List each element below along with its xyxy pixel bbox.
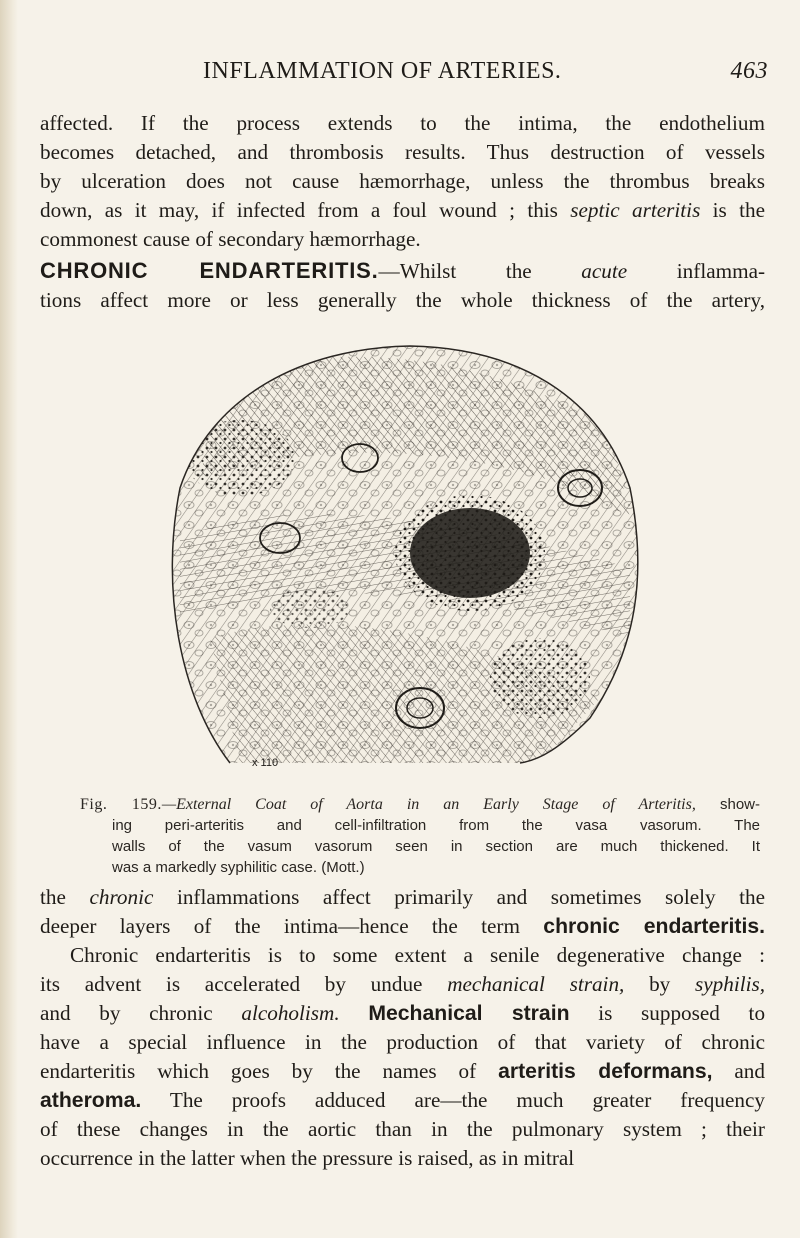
- section-line-1: CHRONIC ENDARTERITIS.—Whilst the acute inflamma-: [40, 258, 766, 283]
- p2-line-9: of these changes in the aortic than in the pulmonary system ; their: [40, 1117, 765, 1141]
- figure-caption: [80, 794, 760, 878]
- p2-line-5: and by chronic alcoholism. Mechanical strain is supposed to: [40, 1001, 766, 1025]
- term-chronic-endarteritis: chronic endarteritis.: [543, 915, 765, 938]
- p1-line-1: affected. If the process extends to the intima, the endothelium: [40, 111, 765, 135]
- p1-line-2: becomes detached, and thrombosis results. Thus destruction of vessels: [40, 140, 765, 164]
- p2-line-6: have a special influence in the production of that variety of chronic: [40, 1030, 765, 1054]
- aorta-section-illustration: [160, 338, 650, 768]
- p1-line-5: commonest cause of secondary hæmorrhage.: [40, 227, 421, 251]
- p2-line-2: deeper layers of the intima—hence the term chronic endarteritis.: [40, 914, 765, 938]
- p2-line-10: occurrence in the latter when the pressure is raised, as in mitral: [40, 1146, 575, 1170]
- term-mechanical-strain: Mechanical strain: [368, 1002, 570, 1025]
- section-line-2: tions affect more or less generally the whole thickness of the artery,: [40, 288, 765, 312]
- page-number: 463: [730, 58, 768, 84]
- p2-line-8: atheroma. The proofs adduced are—the much greater frequency: [40, 1088, 765, 1112]
- p2-line-1: the chronic inflammations affect primarily and sometimes solely the: [40, 885, 766, 909]
- p1-line-4: down, as it may, if infected from a foul wound ; this septic arteritis is the: [40, 198, 766, 222]
- magnification-label: x 110: [252, 757, 279, 768]
- caption-line-2: ing peri-arteritis and cell-infiltration from the vasa vasorum. The: [112, 817, 760, 834]
- caption-title: —External Coat of Aorta in an Early Stage of Arteritis,: [161, 796, 696, 813]
- section-heading: CHRONIC ENDARTERITIS.: [40, 258, 379, 283]
- figure-159-micrograph: [160, 338, 650, 768]
- term-atheroma: atheroma.: [40, 1089, 142, 1112]
- term-arteritis-deformans: arteritis deformans,: [498, 1060, 713, 1083]
- p2-line-3: Chronic endarteritis is to some extent a senile degenerative change :: [70, 943, 765, 967]
- figure-label: Fig. 159.: [80, 796, 162, 813]
- paragraph-2: [40, 883, 765, 1173]
- paragraph-1: [40, 109, 765, 254]
- caption-line-1: Fig. 159.—External Coat of Aorta in an Early Stage of Arteritis, show-: [80, 796, 761, 813]
- p2-line-7: endarteritis which goes by the names of arteritis deformans, and: [40, 1059, 765, 1083]
- caption-line-4: was a markedly syphilitic case. (Mott.): [112, 859, 365, 876]
- section-chronic-endarteritis: [40, 256, 765, 315]
- caption-line-3: walls of the vasum vasorum seen in section are much thickened. It: [112, 838, 760, 855]
- p2-line-4: its advent is accelerated by undue mechanical strain, by syphilis,: [40, 972, 766, 996]
- septic-arteritis-term: septic arteritis: [570, 198, 701, 222]
- p1-line-3: by ulceration does not cause hæmorrhage, unless the thrombus breaks: [40, 169, 765, 193]
- running-head-title: INFLAMMATION OF ARTERIES.: [203, 58, 562, 84]
- book-spine-shadow: [0, 0, 18, 1238]
